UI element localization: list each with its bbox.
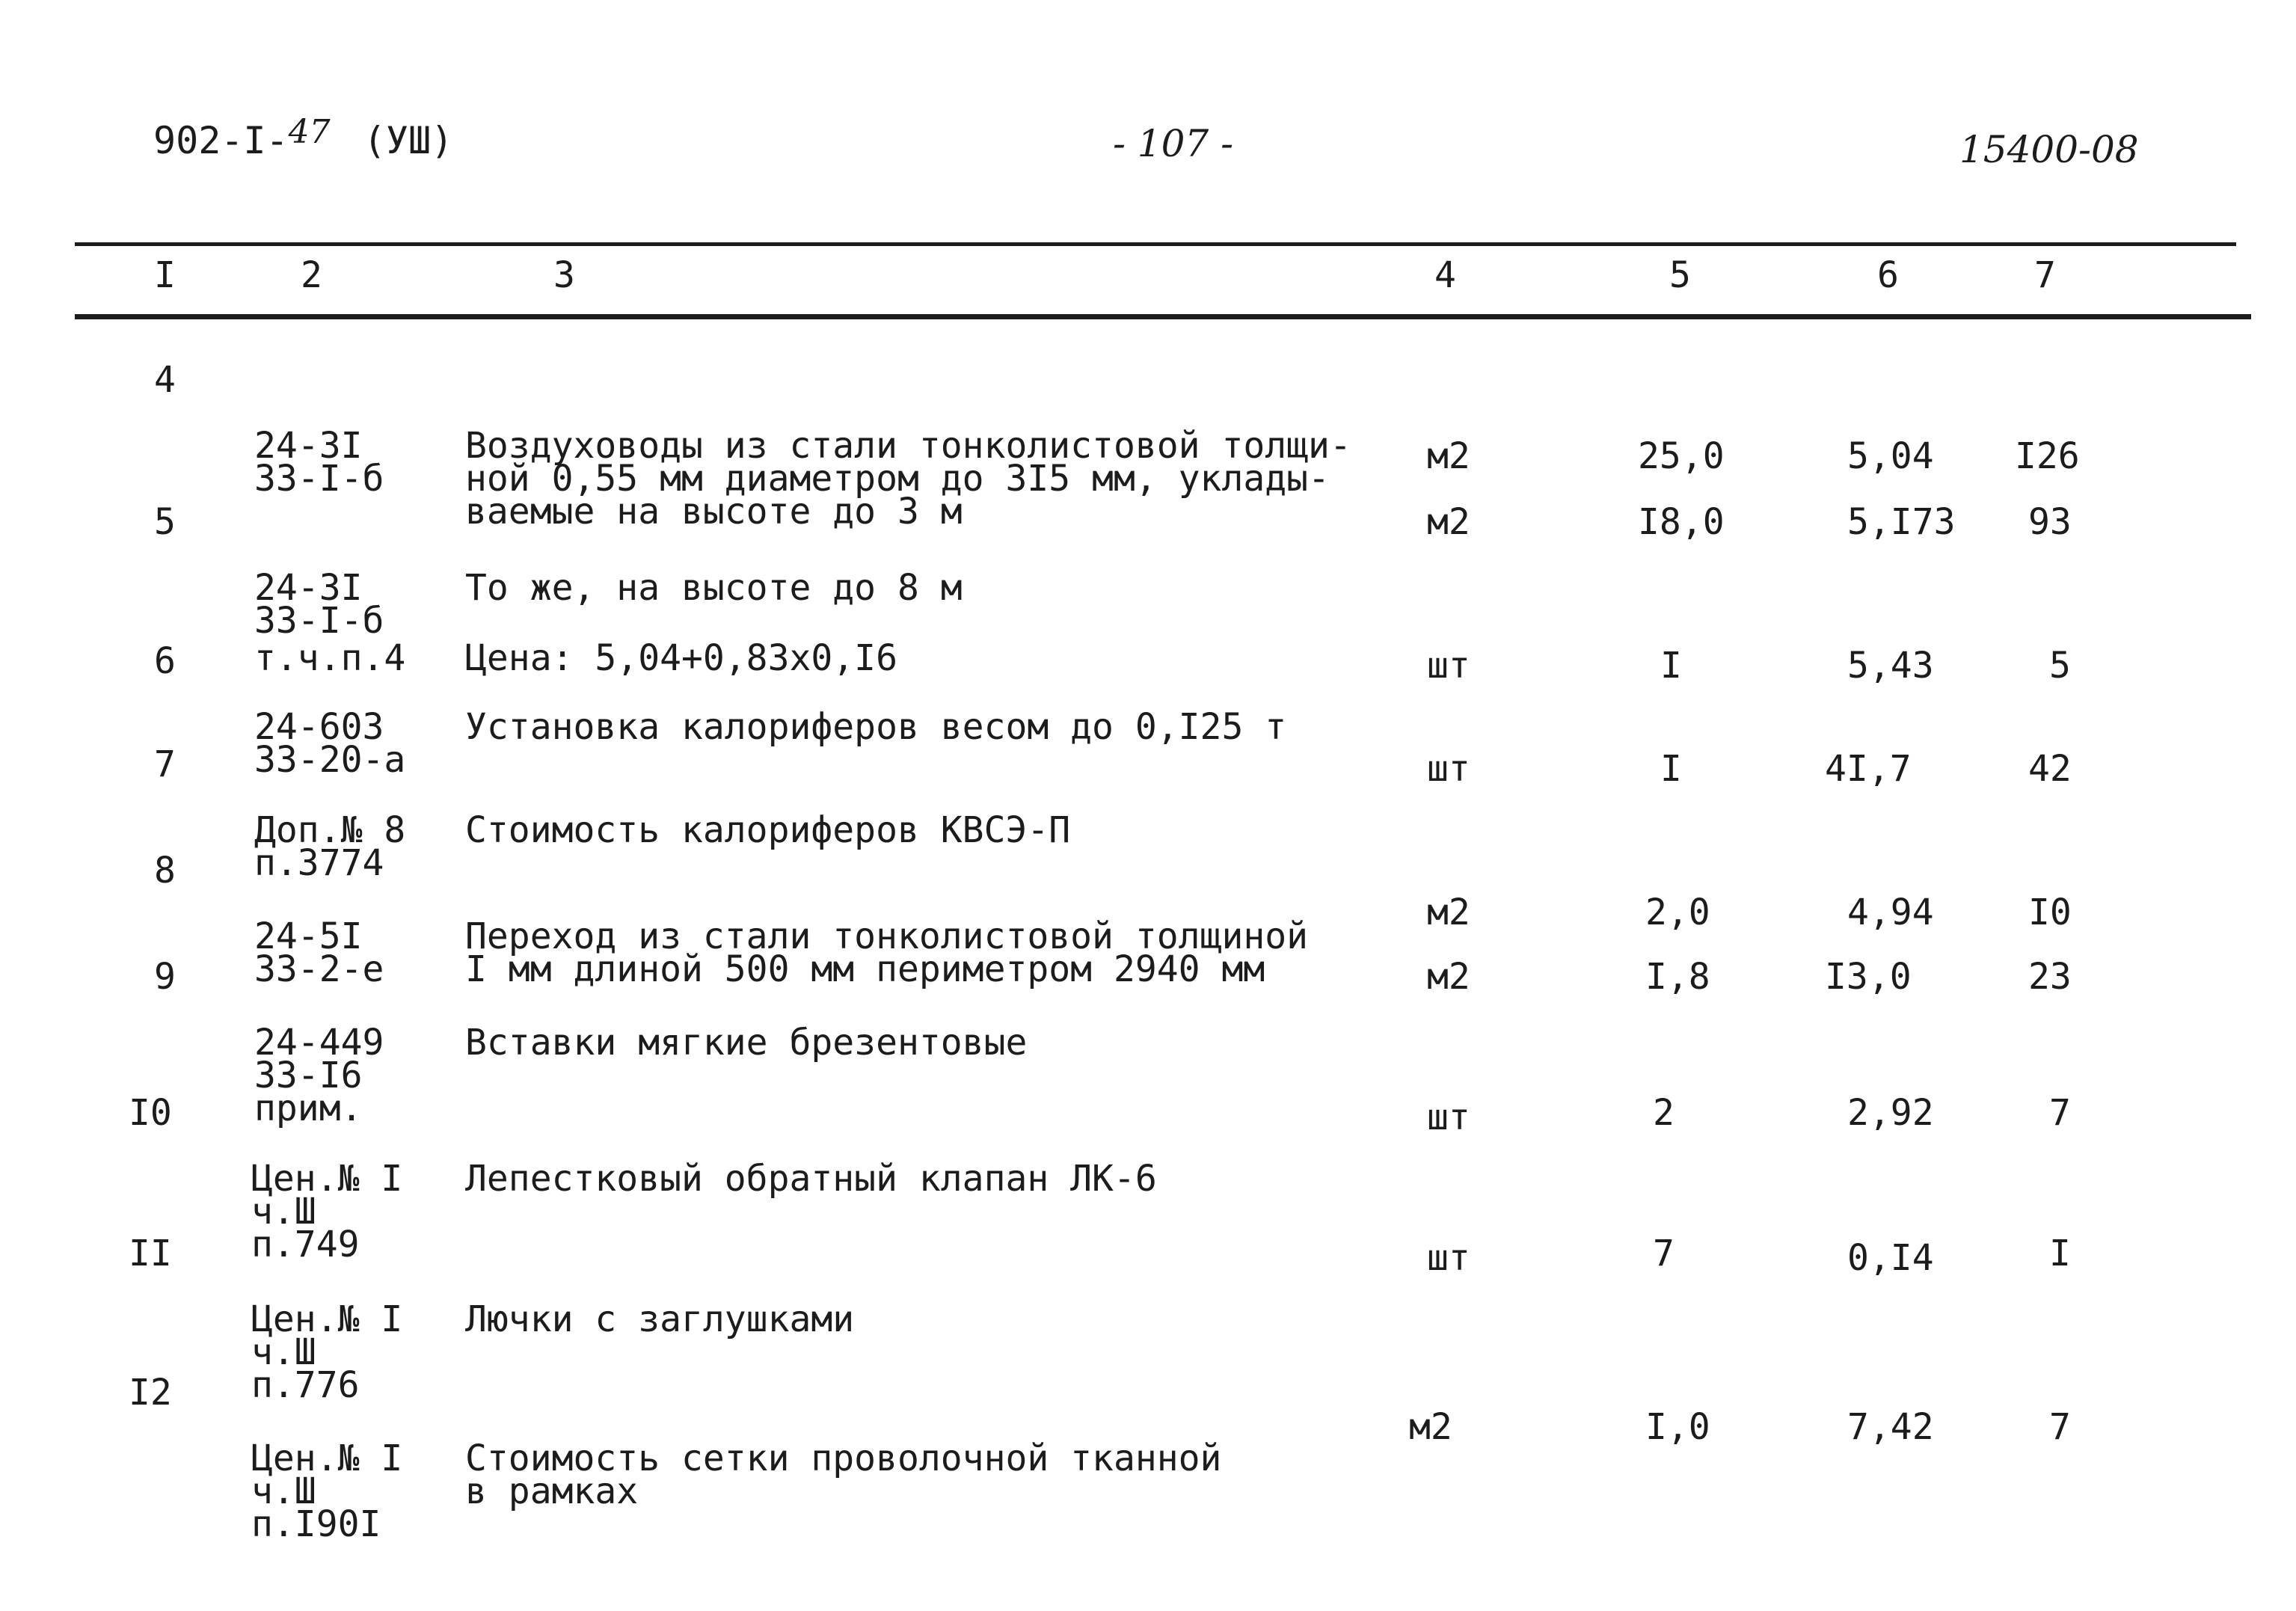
unit-price: 5,I73 [1847, 501, 1956, 543]
row-number: II [129, 1233, 172, 1274]
row-number: 8 [154, 850, 176, 892]
unit: шт [1427, 748, 1470, 790]
item-description: Установка калориферов весом до 0,I25 т [465, 706, 1287, 748]
unit-price: 7,42 [1847, 1406, 1934, 1448]
item-description: Лючки с заглушками [465, 1298, 855, 1340]
quantity: I,0 [1645, 1406, 1710, 1448]
item-description: Стоимость калориферов КВСЭ-П [465, 809, 1071, 851]
page-number: - 107 - [1113, 122, 1234, 165]
col-head-5: 5 [1669, 254, 1691, 296]
unit: м2 [1427, 435, 1470, 477]
doc-volume: (УШ) [363, 119, 454, 162]
item-description: Переход из стали тонколистовой толщиной I мм длиной 500 мм периметром 2940 мм [465, 915, 1309, 990]
norm-code: т.ч.п.4 [254, 637, 406, 679]
unit: м2 [1409, 1406, 1452, 1448]
norm-code: 24-3I 33-I-б [254, 425, 384, 500]
unit-price: 4,94 [1847, 892, 1934, 933]
archive-code: 15400-08 [1959, 128, 2139, 171]
quantity: 2 [1653, 1092, 1675, 1134]
norm-code: 24-5I 33-2-е [254, 915, 384, 990]
unit: шт [1427, 645, 1470, 687]
norm-code: 24-3I 33-I-б [254, 567, 384, 642]
quantity: I8,0 [1638, 501, 1725, 543]
norm-code: Цен.№ I ч.Ш п.776 [251, 1298, 403, 1406]
table-head-rule [75, 314, 2251, 319]
total: 7 [2049, 1092, 2071, 1134]
unit-price: 4I,7 [1825, 748, 1912, 790]
doc-code [153, 113, 454, 165]
norm-code: 24-603 33-20-а [254, 706, 406, 781]
total: 7 [2049, 1406, 2071, 1448]
total: 23 [2028, 956, 2072, 998]
col-head-2: 2 [301, 254, 322, 296]
row-number: I2 [129, 1372, 172, 1414]
quantity: I,8 [1645, 956, 1710, 998]
col-head-7: 7 [2034, 254, 2056, 296]
unit: шт [1427, 1096, 1470, 1138]
col-head-3: 3 [553, 254, 575, 296]
total: I26 [2015, 435, 2080, 477]
norm-code: Доп.№ 8 п.3774 [254, 809, 406, 884]
col-head-1: I [154, 254, 176, 296]
item-description: Лепестковый обратный клапан ЛК-6 [465, 1158, 1157, 1200]
unit-price: I3,0 [1825, 956, 1912, 998]
table-top-rule [75, 242, 2236, 246]
total: 93 [2028, 501, 2072, 543]
quantity: 25,0 [1638, 435, 1725, 477]
item-description: Вставки мягкие брезентовые [465, 1022, 1028, 1064]
total: I0 [2028, 892, 2072, 933]
item-description: То же, на высоте до 8 м [465, 567, 963, 609]
row-number: 4 [154, 359, 176, 401]
norm-code: Цен.№ I ч.Ш п.I90I [251, 1437, 403, 1545]
price-formula: Цена: 5,04+0,83x0,I6 [465, 637, 897, 679]
doc-code-prefix: 902-I- [153, 119, 289, 162]
col-head-6: 6 [1877, 254, 1899, 296]
unit: м2 [1427, 956, 1470, 998]
item-description: Воздуховоды из стали тонколистовой толщи- ной 0,55 мм диаметром до 3I5 мм, уклады- ваемые на высоте до 3 м [465, 425, 1351, 533]
unit-price: 5,04 [1847, 435, 1934, 477]
item-description: Стоимость сетки проволочной тканной в рамках [465, 1437, 1222, 1512]
quantity: I [1660, 748, 1682, 790]
unit: шт [1427, 1237, 1470, 1279]
quantity: 7 [1653, 1233, 1675, 1274]
unit: м2 [1427, 501, 1470, 543]
row-number: I0 [129, 1092, 172, 1134]
quantity: I [1660, 645, 1682, 687]
unit: м2 [1427, 892, 1470, 933]
row-number: 6 [154, 640, 176, 682]
unit-price: 2,92 [1847, 1092, 1934, 1134]
unit-price: 0,I4 [1847, 1237, 1934, 1279]
total: 5 [2049, 645, 2071, 687]
quantity: 2,0 [1645, 892, 1710, 933]
row-number: 5 [154, 501, 176, 543]
total: 42 [2028, 748, 2072, 790]
norm-code: 24-449 33-I6 прим. [254, 1022, 384, 1129]
norm-code: Цен.№ I ч.Ш п.749 [251, 1158, 403, 1265]
doc-code-hand: 47 [288, 113, 331, 151]
total: I [2049, 1233, 2071, 1274]
col-head-4: 4 [1434, 254, 1456, 296]
row-number: 9 [154, 956, 176, 998]
unit-price: 5,43 [1847, 645, 1934, 687]
row-number: 7 [154, 743, 176, 785]
